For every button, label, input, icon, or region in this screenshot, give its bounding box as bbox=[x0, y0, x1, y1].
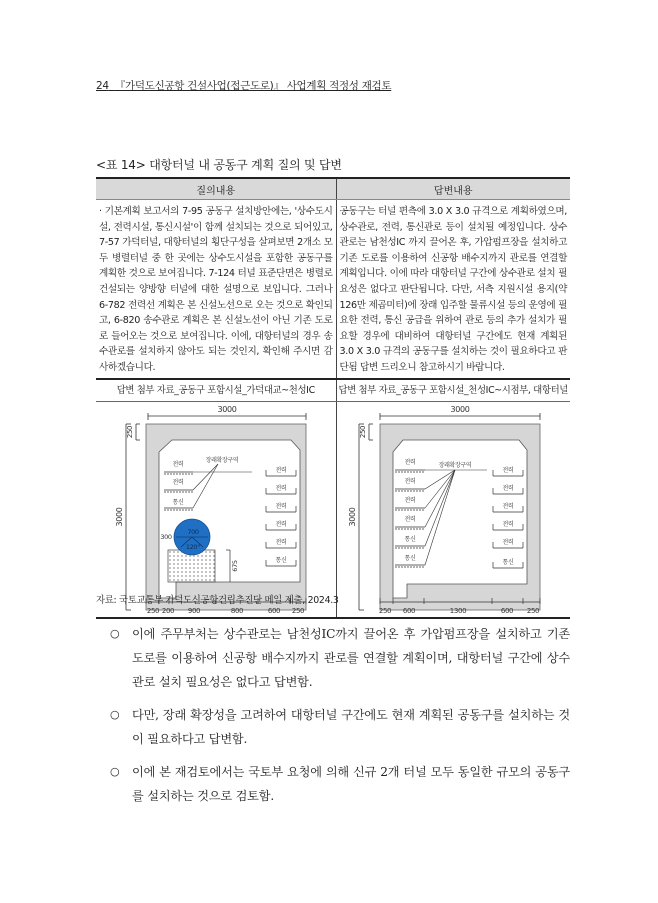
left-tray-1-label: 전력 bbox=[404, 458, 415, 466]
right-tray-3-label: 전력 bbox=[275, 502, 287, 510]
left-tray-1-label: 전력 bbox=[172, 460, 184, 468]
dim-wall-label: 250 bbox=[126, 425, 134, 438]
right-tray-1-label: 전력 bbox=[502, 466, 513, 474]
left-tray-2-label: 전력 bbox=[404, 477, 415, 485]
bullet-circle-icon: ○ bbox=[110, 765, 120, 778]
left-tray-6-label: 통신 bbox=[404, 554, 415, 562]
figure-caption-right: 답변 첨부 자료_공동구 포함시설_천성IC~시점부, 대항터널 bbox=[336, 379, 570, 402]
right-tray-1-label: 전력 bbox=[275, 466, 287, 474]
bottom-dim-1: 250 bbox=[378, 606, 391, 615]
left-tray-3-label: 전력 bbox=[404, 496, 415, 504]
figure-right-cell bbox=[336, 401, 570, 618]
bullet-list bbox=[110, 622, 570, 817]
dim-height-label: 3000 bbox=[347, 507, 357, 527]
right-tray-6-label: 통신 bbox=[502, 558, 513, 566]
right-tray-2-label: 전력 bbox=[275, 484, 287, 492]
bottom-dim-4: 600 bbox=[500, 606, 513, 615]
left-tray-3-label: 통신 bbox=[172, 498, 184, 506]
bottom-dim-2: 200 bbox=[161, 606, 175, 615]
tunnel-section-diagram-right bbox=[337, 402, 571, 617]
dim-width-label: 3000 bbox=[217, 404, 237, 414]
pipe-diameter-label: 700 bbox=[187, 527, 199, 536]
left-tray-2-label: 전력 bbox=[172, 478, 184, 486]
right-tray-4-label: 전력 bbox=[502, 520, 513, 528]
right-tray-5-label: 전력 bbox=[502, 538, 513, 546]
right-tray-4-label: 전력 bbox=[275, 520, 287, 528]
source-note: 자료: 국토교통부 가덕도신공항건립추진단 메일 제출, 2024.3 bbox=[96, 595, 339, 606]
right-tray-6-label: 통신 bbox=[275, 556, 287, 564]
left-tray-5-label: 통신 bbox=[404, 535, 415, 543]
bullet-circle-icon: ○ bbox=[110, 627, 120, 640]
future-expansion-label: 장래확장구역 bbox=[205, 456, 239, 464]
bottom-dim-1: 250 bbox=[146, 606, 160, 615]
pipe-offset-label: 300 bbox=[160, 532, 172, 541]
bullet-item bbox=[110, 760, 570, 808]
page-header bbox=[96, 78, 391, 93]
tunnel-section-diagram-left bbox=[96, 402, 336, 617]
bottom-dim-2: 600 bbox=[402, 606, 415, 615]
bullet-item bbox=[110, 622, 570, 694]
bullet-text: 이에 주무부처는 상수관로는 남천성IC까지 끌어온 후 가압펌프장을 설치하고 기존 도로를 이용하여 신공항 배수지까지 관로를 연결할 계획이며, 대항터널 구간에 상수관로 설치 필요성은 없다고 답변함. bbox=[132, 627, 570, 689]
bullet-item bbox=[110, 703, 570, 751]
bottom-dim-3: 1300 bbox=[449, 606, 466, 615]
bottom-dim-5: 250 bbox=[526, 606, 539, 615]
page-number: 24 bbox=[96, 80, 109, 92]
pedestal-height-label: 675 bbox=[231, 559, 239, 572]
bullet-circle-icon: ○ bbox=[110, 708, 120, 721]
qa-table bbox=[96, 177, 570, 619]
left-tray-4-label: 전력 bbox=[404, 515, 415, 523]
right-tray-3-label: 전력 bbox=[502, 502, 513, 510]
figure-caption-left: 답변 첨부 자료_공동구 포함시설_가덕대교~천성IC bbox=[96, 379, 336, 402]
report-title: 『가덕도신공항 건설사업(접근도로)』 사업계획 적정성 재검토 bbox=[114, 80, 392, 92]
pipe-angle-label: 120° bbox=[185, 542, 201, 551]
question-cell: · 기본계획 보고서의 7-95 공동구 설치방안에는, '상수도시설, 전력시설, 통신시설'이 함께 설치되는 것으로 되어있고, 7-57 가덕터널, 대항터널의 횡단구성을 살펴보면 2개소 모두 병렬터널 중 한 곳에는 상수도시설을 포함한 공동구를 계획한 것으로 보여집니다. 7-124 터널 표준단면은 병렬로 건설되는 양방향 터널에 대한 설명으로 보입니다. 그러나 6-782 전력선 계획은 본 신설노선으로 오는 것으로 확인되고, 6-820 송수관로 계획은 본 신설노선이 아닌 기존 도로로 들어오는 것으로 보여집니다. 이에, 대항터널의 경우 송수관로를 설치하지 않아도 되는 것인지, 확인해 주시면 감사하겠습니다. bbox=[96, 200, 336, 379]
dim-wall-label: 250 bbox=[358, 425, 367, 438]
bottom-dim-4: 800 bbox=[230, 606, 244, 615]
dim-width-label: 3000 bbox=[450, 404, 469, 414]
bottom-dim-3: 900 bbox=[187, 606, 201, 615]
dim-height-label: 3000 bbox=[115, 507, 124, 527]
table-caption: <표 14> 대항터널 내 공동구 계획 질의 및 답변 bbox=[96, 158, 342, 172]
bullet-text: 다만, 장래 확장성을 고려하여 대항터널 구간에도 현재 계획된 공동구를 설치하는 것이 필요하다고 답변함. bbox=[132, 708, 570, 746]
answer-cell: 공동구는 터널 편측에 3.0 X 3.0 규격으로 계획하였으며, 상수관로, 전력, 통신관로 등이 설치될 예정입니다. 상수관로는 남천성IC 까지 끌어온 후, 가압펌프장을 설치하고 기존 도로를 이용하여 신공항 배수지까지 관로를 연결할 계획입니다. 이에 따라 대항터널 구간에 상수관로 설치 필요성은 없다고 판단됩니다. 다만, 서측 지원시설 용지(약 126만 제곱미터)에 장래 입주할 물류시설 등의 운영에 필요한 전력, 통신 공급을 위하여 관로 등의 추가 설치가 필요할 경우에 대비하여 대항터널 구간에도 현재 계획된 3.0 X 3.0 규격의 공동구를 설치하는 것이 필요하다고 판단됨 답변 드리오니 참고하시기 바랍니다. bbox=[336, 200, 570, 379]
future-expansion-label: 장래확장구역 bbox=[438, 461, 471, 469]
header-answer: 답변내용 bbox=[336, 178, 570, 200]
bottom-dim-6: 250 bbox=[291, 606, 305, 615]
bullet-text: 이에 본 재검토에서는 국토부 요청에 의해 신규 2개 터널 모두 동일한 규모의 공동구를 설치하는 것으로 검토함. bbox=[132, 765, 570, 803]
right-tray-2-label: 전력 bbox=[502, 484, 513, 492]
bottom-dim-5: 600 bbox=[267, 606, 281, 615]
figure-left-cell bbox=[96, 401, 336, 618]
header-question: 질의내용 bbox=[96, 178, 336, 200]
right-tray-5-label: 전력 bbox=[275, 538, 287, 546]
